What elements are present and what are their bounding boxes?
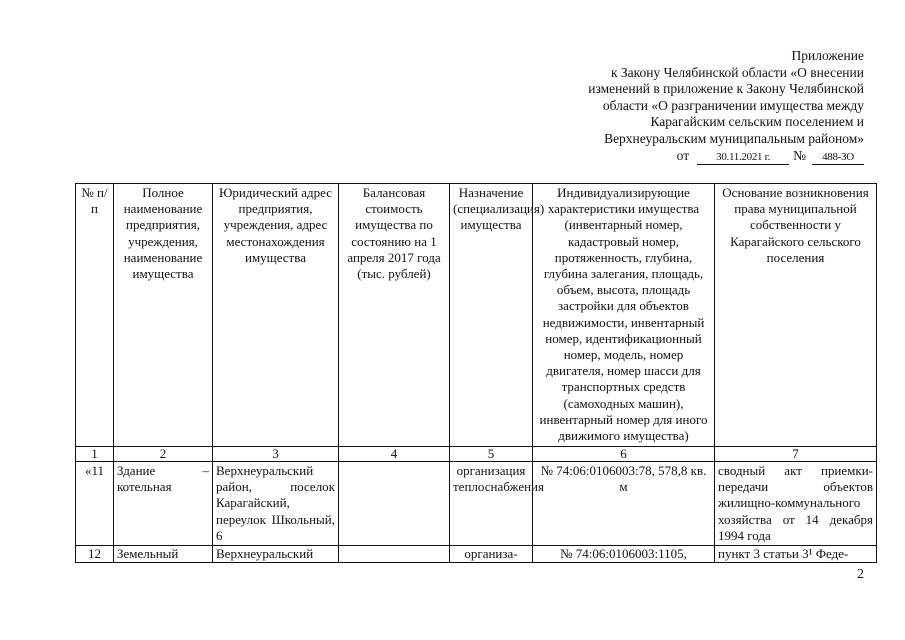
row-number: 12 <box>76 546 114 563</box>
header-line: области «О разграничении имущества между <box>602 97 864 113</box>
table-row <box>76 462 877 546</box>
column-header-purpose: Назначение (специализация) имущества <box>450 184 533 447</box>
header-line: Верхнеуральским муниципальным районом» <box>604 130 864 146</box>
from-label: от <box>676 148 690 163</box>
column-header-basis: Основание возникновения права муниципальной собственности у Карагайского сельского поселения <box>715 184 877 447</box>
column-header-name: Полное наименование предприятия, учреждения, наименование имущества <box>114 184 213 447</box>
row-value <box>339 462 450 546</box>
number-label: № <box>793 148 806 163</box>
row-characteristics: № 74:06:0106003:1105, <box>533 546 715 563</box>
row-number: «11 <box>76 462 114 546</box>
header-line: изменений в приложение к Закону Челябинской <box>588 81 864 96</box>
column-number: 1 <box>76 447 114 462</box>
column-header-address: Юридический адрес предприятия, учреждения, адрес местонахождения имущества <box>213 184 339 447</box>
row-basis: сводный акт приемки-передачи объектов жилищно-коммунального хозяйства от 14 декабря 1994 года <box>715 462 877 546</box>
table-header-row <box>76 184 877 447</box>
column-number: 6 <box>533 447 715 462</box>
column-header-number: № п/п <box>76 184 114 447</box>
law-date: 30.11.2021 г. <box>697 151 789 165</box>
row-name: Земельный <box>114 546 213 563</box>
header-date-line <box>534 148 864 165</box>
page-number: 2 <box>857 567 864 582</box>
row-purpose: организация теплоснабжения <box>450 462 533 546</box>
law-number: 488-ЗО <box>812 151 864 165</box>
row-characteristics: № 74:06:0106003:78, 578,8 кв. м <box>533 462 715 546</box>
row-name: Здание – котельная <box>114 462 213 546</box>
property-table <box>75 183 877 563</box>
header-line: Приложение <box>791 48 864 63</box>
column-number-row <box>76 447 877 462</box>
column-header-value: Балансовая стоимость имущества по состоянию на 1 апреля 2017 года (тыс. рублей) <box>339 184 450 447</box>
row-basis: пункт 3 статьи 3¹ Феде- <box>715 546 877 563</box>
header-line: к Закону Челябинской области «О внесении <box>610 64 864 80</box>
document-header <box>534 48 864 165</box>
column-number: 3 <box>213 447 339 462</box>
header-line: Карагайским сельским поселением и <box>650 114 864 129</box>
row-address: Верхнеуральский район, поселок Карагайский, переулок Школьный, 6 <box>213 462 339 546</box>
column-number: 7 <box>715 447 877 462</box>
column-header-characteristics: Индивидуализирующие характеристики имущества (инвентарный номер, кадастровый номер, протяженность, глубина, глубина залегания, площадь, объем, высота, площадь застройки для объектов недвижимости, инвентарный номер, идентификационный номер, модель, номер двигателя, номер шасси для транспортных средств (самоходных машин), инвентарный номер для иного движимого имущества) <box>533 184 715 447</box>
column-number: 2 <box>114 447 213 462</box>
table-row <box>76 546 877 563</box>
column-number: 5 <box>450 447 533 462</box>
row-value <box>339 546 450 563</box>
column-number: 4 <box>339 447 450 462</box>
row-address: Верхнеуральский <box>213 546 339 563</box>
row-purpose: организа- <box>450 546 533 563</box>
